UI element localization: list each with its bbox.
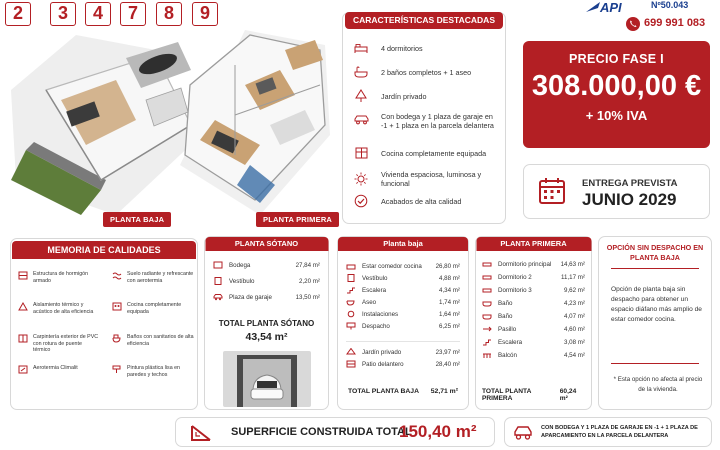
price-title: PRECIO FASE I [569,52,664,66]
price-box [523,41,710,148]
delivery-label: ENTREGA PREVISTA [582,178,678,189]
car-icon [513,425,533,441]
features-title: CARACTERÍSTICAS DESTACADAS [345,12,503,29]
door-icon [213,277,223,285]
primera-title: PLANTA PRIMERA [476,237,591,251]
room-row: Baño 4,07 m² [482,312,585,320]
paint-roller-icon [112,365,122,374]
room-row: Balcón 4,54 m² [482,351,585,359]
feature-item: Vivienda espaciosa, luminosa y funcional [353,170,495,188]
ground-floor-label: PLANTA BAJA [103,212,171,227]
option-text: Opción de planta baja sin despacho para obtener un espacio diáfano más amplio de estar comedor cocina. [611,286,702,323]
area-icon [190,424,212,442]
kitchen-icon [112,302,122,311]
room-row: Estar comedor cocina 26,80 m² [346,262,460,270]
balcony-icon [482,351,492,359]
unit-number-badge: 4 [85,2,111,26]
room-row: Despacho 6,25 m² [346,322,460,330]
desk-icon [346,322,356,330]
license-number: Nº50.043 [651,0,689,10]
patio-icon [346,360,356,368]
window-icon [18,334,28,343]
memoria-item: Pintura plástica lisa en paredes y techos [112,365,196,378]
bed-icon [482,260,492,268]
room-row: Dormitorio 3 9,62 m² [482,286,585,294]
room-row: Vestíbulo 4,88 m² [346,274,460,282]
divider [346,341,460,342]
bathtub-icon [482,312,492,320]
parking-text: CON BODEGA Y 1 PLAZA DE GARAJE EN -1 + 1 PLAZA DE APARCAMIENTO EN LA PARCELA DELANTERA [541,425,698,439]
brand-logo [586,0,626,14]
stairs-icon [346,286,356,294]
room-row: Aseo 1,74 m² [346,298,460,306]
price-tax: + 10% IVA [585,108,648,123]
feature-item: Cocina completamente equipada [353,146,495,160]
sotano-title: PLANTA SÓTANO [205,237,328,251]
memoria-item: Aerotermia Climalit [18,365,100,374]
bed-icon [482,286,492,294]
surface-value: 150,40 m² [399,422,477,441]
phone-icon [626,17,640,31]
bed-icon [482,273,492,281]
baja-title: Planta baja [338,237,468,251]
car-icon [213,293,223,301]
ground-floor-render-image [6,30,196,215]
garage-render [223,351,311,407]
feature-item: Con bodega y 1 plaza de garaje en -1 + 1 plaza en la parcela delantera [353,112,495,130]
baja-total-row: TOTAL PLANTA BAJA 52,71 m² [348,388,458,395]
room-row: Jardín privado 23,97 m² [346,348,460,356]
feature-item: Jardín privado [353,89,495,103]
door-icon [346,274,356,282]
structure-icon [18,271,28,280]
first-floor-render-image [175,25,335,220]
memoria-item: Suelo radiante y refrescante con aerotermia [112,271,196,284]
room-row: Escalera 4,34 m² [346,286,460,294]
room-row: Plaza de garaje 13,50 m² [213,293,320,301]
sotano-card [204,236,329,410]
room-row: Dormitorio 2 11,17 m² [482,273,585,281]
calendar-icon [538,177,566,205]
tree-icon [346,348,356,356]
unit-number-badge: 8 [156,2,182,26]
bathtub-icon [482,299,492,307]
memoria-item: Estructura de hormigón armado [18,271,100,284]
price-amount: 308.000,00 € [531,70,702,102]
floor-plan-ground [6,30,196,215]
bathtub-icon [353,65,369,79]
room-row: Bodega 27,84 m² [213,261,320,269]
insulation-icon [18,302,28,311]
unit-number-badge: 3 [50,2,76,26]
sotano-total-label: TOTAL PLANTA SÓTANO [218,319,315,328]
room-row: Dormitorio principal 14,63 m² [482,260,585,268]
memoria-item: Cocina completamente equipada [112,302,196,315]
features-card [342,12,506,224]
car-icon [353,112,369,126]
delivery-date: JUNIO 2029 [582,190,677,209]
sun-icon [353,172,369,186]
option-card [598,236,712,410]
unit-number-badge: 9 [192,2,218,26]
room-row: Patio delantero 28,40 m² [346,360,460,368]
divider [611,268,699,269]
room-row: Instalaciones 1,64 m² [346,310,460,318]
check-circle-icon [353,194,369,208]
room-row: Pasillo 4,60 m² [482,325,585,333]
bed-icon [353,41,369,55]
primera-total-row: TOTAL PLANTA PRIMERA 60,24 m² [482,388,577,402]
gear-icon [346,310,356,318]
memoria-card [10,238,198,410]
memoria-item: Aislamiento térmico y acústico de alta eficiencia [18,302,100,315]
wine-icon [213,261,223,269]
memoria-item: Baños con sanitarios de alta eficiencia [112,334,196,347]
parking-bar [504,417,712,447]
surface-label: SUPERFICIE CONSTRUIDA TOTAL [231,426,412,438]
room-row: Vestíbulo 2,20 m² [213,277,320,285]
sofa-icon [346,262,356,270]
sotano-total-value: 43,54 m² [245,331,288,343]
primera-card [475,236,592,410]
api-logo-icon [586,0,626,14]
baja-card [337,236,469,410]
option-note: * Esta opción no afecta al precio de la vivienda. [613,376,703,393]
delivery-box [523,164,710,219]
option-title: OPCIÓN SIN DESPACHO EN PLANTA BAJA [606,243,704,262]
toilet-icon [112,334,122,343]
phone-number: 699 991 083 [644,17,706,29]
memoria-title: MEMORIA DE CALIDADES [12,241,196,259]
garage-car-image [223,351,311,407]
room-row: Baño 4,23 m² [482,299,585,307]
floor-heating-icon [112,271,122,280]
feature-item: Acabados de alta calidad [353,194,495,208]
feature-item: 4 dormitorios [353,41,495,55]
room-row: Escalera 3,08 m² [482,338,585,346]
unit-number-badge: 2 [5,2,31,26]
glass-icon [18,365,28,374]
surface-bar [175,417,495,447]
first-floor-label: PLANTA PRIMERA [256,212,339,227]
feature-item: 2 baños completos + 1 aseo [353,65,495,79]
hallway-icon [482,325,492,333]
memoria-item: Carpintería exterior de PVC con rotura de puente térmico [18,334,100,354]
tree-icon [353,89,369,103]
toilet-icon [346,298,356,306]
kitchen-icon [353,146,369,160]
divider [611,363,699,364]
floor-plan-first [175,25,335,220]
unit-number-badge: 7 [120,2,146,26]
stairs-icon [482,338,492,346]
logo-text: API [600,0,622,14]
